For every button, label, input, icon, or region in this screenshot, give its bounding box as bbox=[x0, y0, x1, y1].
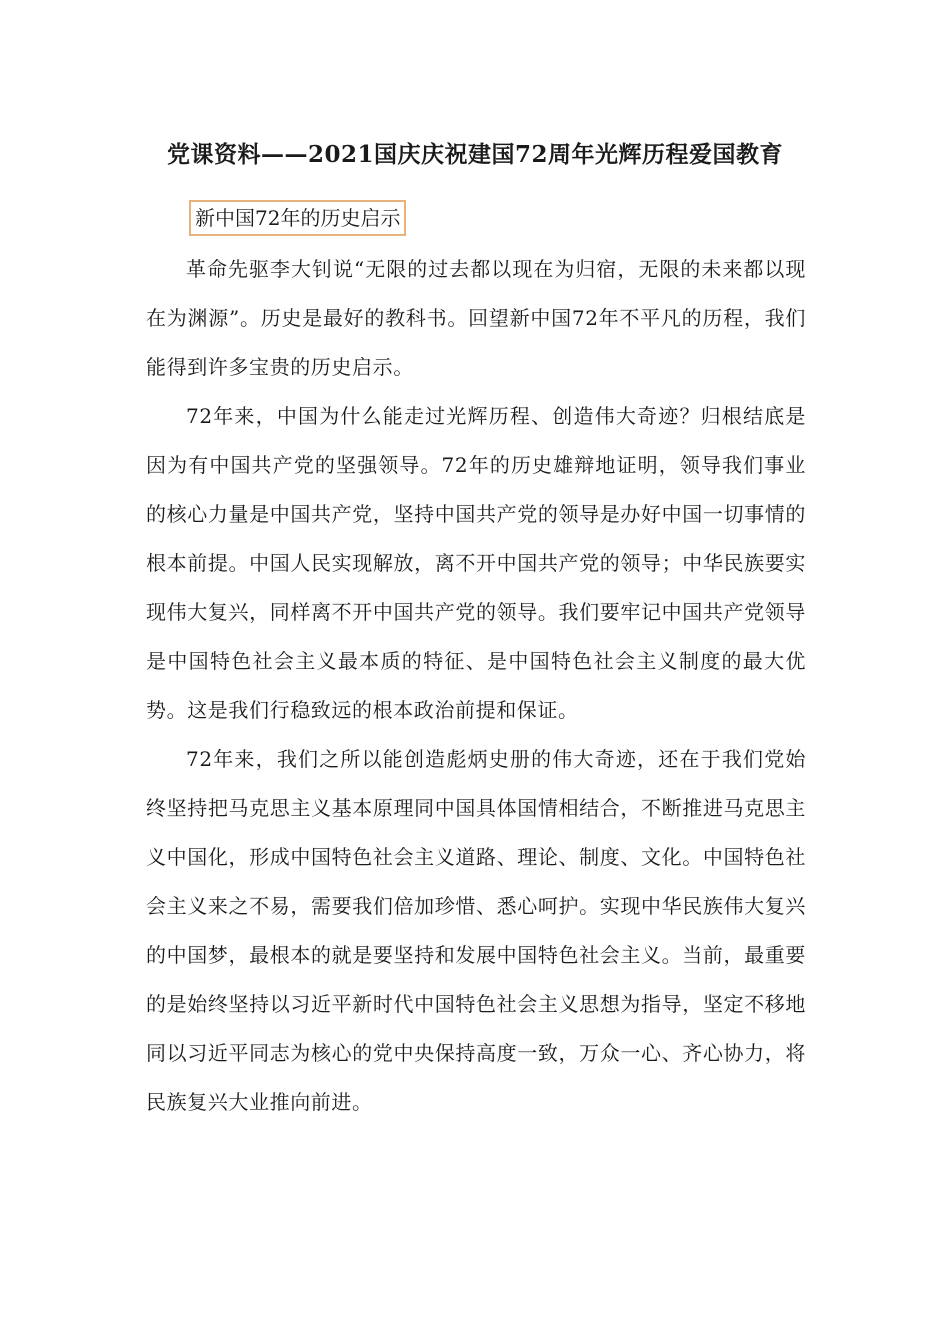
body-text bbox=[146, 245, 806, 1127]
paragraph-2: 72年来，中国为什么能走过光辉历程、创造伟大奇迹？归根结底是因为有中国共产党的坚强领导。72年的历史雄辩地证明，领导我们事业的核心力量是中国共产党，坚持中国共产党的领导是办好中国一切事情的根本前提。中国人民实现解放，离不开中国共产党的领导；中华民族要实现伟大复兴，同样离不开中国共产党的领导。我们要牢记中国共产党领导是中国特色社会主义最本质的特征、是中国特色社会主义制度的最大优势。这是我们行稳致远的根本政治前提和保证。 bbox=[146, 404, 806, 722]
section-heading: 新中国72年的历史启示 bbox=[189, 200, 406, 236]
paragraph-3: 72年来，我们之所以能创造彪炳史册的伟大奇迹，还在于我们党始终坚持把马克思主义基本原理同中国具体国情相结合，不断推进马克思主义中国化，形成中国特色社会主义道路、理论、制度、文化。中国特色社会主义来之不易，需要我们倍加珍惜、悉心呵护。实现中华民族伟大复兴的中国梦，最根本的就是要坚持和发展中国特色社会主义。当前，最重要的是始终坚持以习近平新时代中国特色社会主义思想为指导，坚定不移地同以习近平同志为核心的党中央保持高度一致，万众一心、齐心协力，将民族复兴大业推向前进。 bbox=[146, 747, 806, 1114]
document-title: 党课资料——2021国庆庆祝建国72周年光辉历程爱国教育 bbox=[166, 141, 784, 168]
paragraph-1: 革命先驱李大钊说“无限的过去都以现在为归宿，无限的未来都以现在为渊源”。历史是最好的教科书。回望新中国72年不平凡的历程，我们能得到许多宝贵的历史启示。 bbox=[146, 257, 806, 379]
